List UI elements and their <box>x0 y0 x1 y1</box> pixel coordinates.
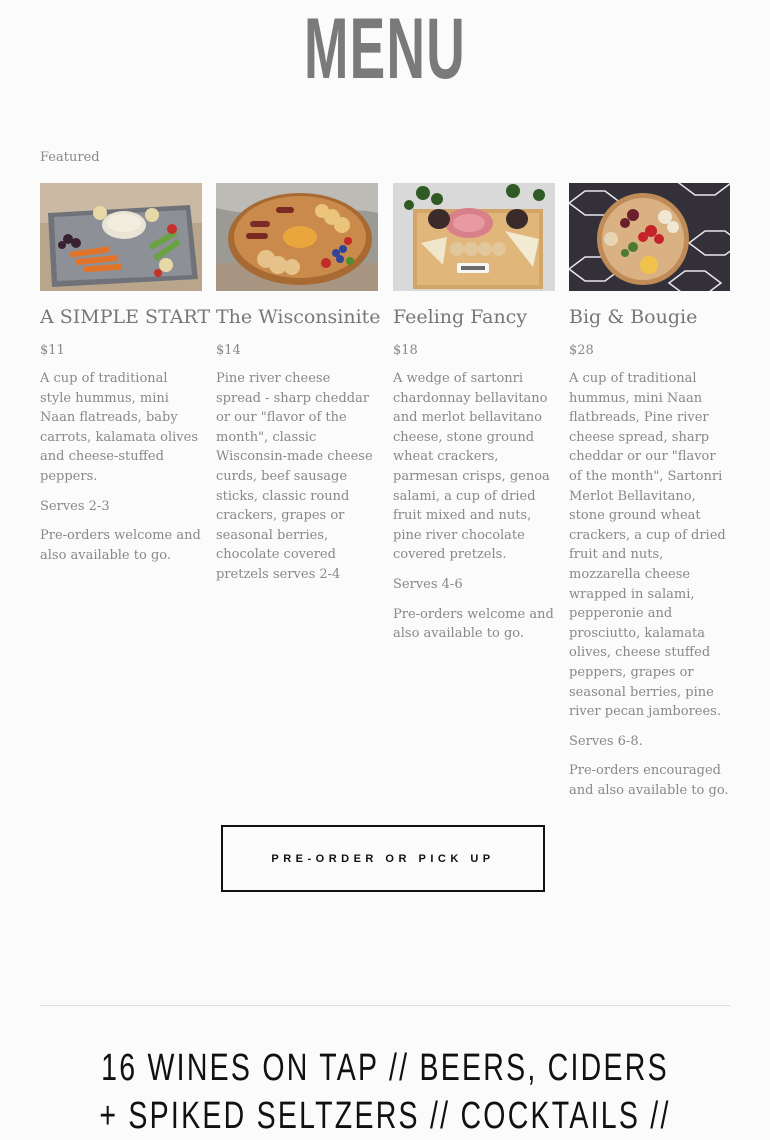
section-divider <box>40 1005 730 1006</box>
drinks-heading: 16 WINES ON TAP // BEERS, CIDERS + SPIKED SELTZERS // COCKTAILS // <box>99 1047 671 1137</box>
menu-item-card <box>216 183 381 585</box>
menu-item-note: Pre-orders welcome and also available to go. <box>393 606 554 642</box>
menu-item-description: Pine river cheese spread - sharp cheddar or our "flavor of the month", classic Wisconsin-made cheese curds, beef sausage sticks, classic round crackers, grapes or seasonal berries, chocolate covered pretzels serves 2-4 <box>216 371 373 582</box>
menu-item-description: A cup of traditional hummus, mini Naan flatbreads, Pine river cheese spread, sharp cheddar or our "flavor of the month", Sartonri Merlot Bellavitano, stone ground wheat crackers, a cup of dried fruit and nuts, mozzarella cheese wrapped in salami, pepperonie and prosciutto, kalamata olives, cheese stuffed peppers, grapes or seasonal berries, pine river pecan jamborees. <box>569 371 726 720</box>
menu-item-card <box>393 183 555 644</box>
menu-item-title: The Wisconsinite <box>216 306 381 328</box>
menu-item-title: Big & Bougie <box>569 306 698 328</box>
menu-item-serves: Serves 4-6 <box>393 576 463 592</box>
menu-item-price: $28 <box>569 343 594 358</box>
round-board-image[interactable] <box>569 183 730 291</box>
charcuterie-board-image[interactable] <box>393 183 555 291</box>
menu-item-note: Pre-orders welcome and also available to go. <box>40 528 201 563</box>
menu-item-price: $11 <box>40 343 65 358</box>
veggie-platter-image[interactable] <box>40 183 202 291</box>
menu-item-title: A SIMPLE START <box>40 306 211 328</box>
page-title: MENU <box>304 1 466 97</box>
menu-item-serves: Serves 2-3 <box>40 498 110 514</box>
menu-item-card <box>40 183 211 565</box>
menu-item-note: Pre-orders encouraged and also available to go. <box>569 763 729 798</box>
menu-item-description: A wedge of sartonri chardonnay bellavitano and merlot bellavitano cheese, stone ground wheat crackers, parmesan crisps, genoa salami, a cup of dried fruit mixed and nuts, pine river chocolate covered pretzels. <box>393 371 550 563</box>
menu-item-price: $14 <box>216 343 241 358</box>
featured-label: Featured <box>40 150 100 165</box>
menu-item-card <box>569 183 730 800</box>
cheese-board-image[interactable] <box>216 183 378 291</box>
menu-item-serves: Serves 6-8. <box>569 733 643 749</box>
pre-order-button[interactable]: PRE-ORDER OR PICK UP <box>221 825 545 892</box>
menu-item-title: Feeling Fancy <box>393 306 528 328</box>
menu-item-description: A cup of traditional style hummus, mini Naan flatreads, baby carrots, kalamata olives and cheese-stuffed peppers. <box>40 371 199 484</box>
menu-item-price: $18 <box>393 343 418 358</box>
